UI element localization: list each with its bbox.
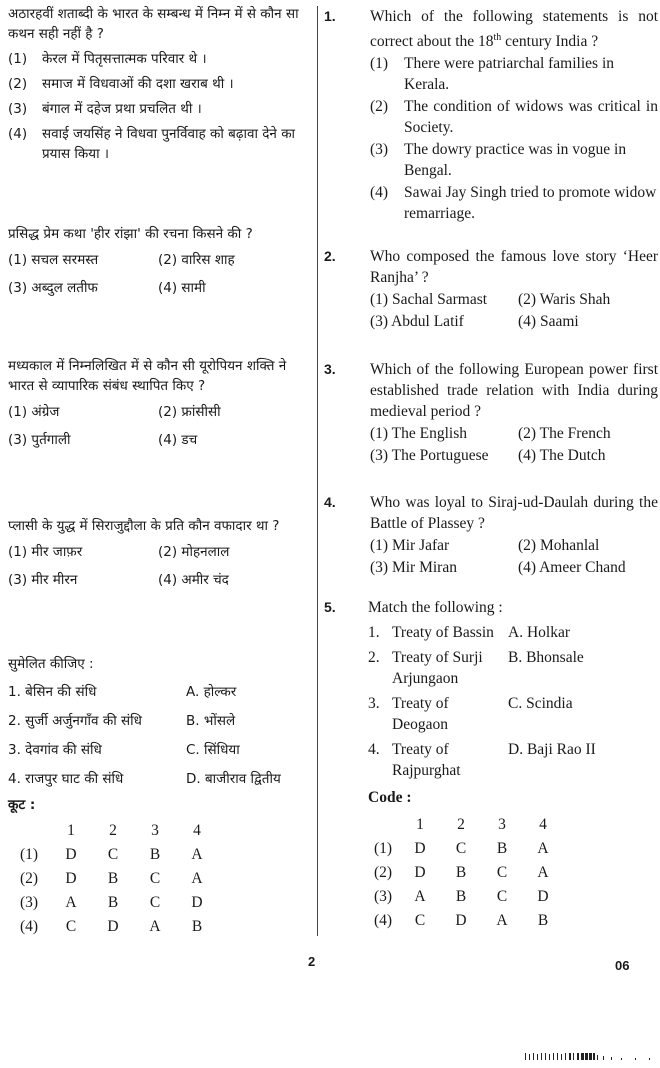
code-cell: A [537,863,549,881]
match-right-d: D. बाजीराव द्वितीय [186,771,281,787]
option-3: (3) Abdul Latif [370,313,464,330]
match-left-2: 2. सुर्जी अर्जुनगाँव की संधि [8,713,142,729]
option-2: (2) The French [518,425,611,442]
question-stem [370,6,658,52]
option-text: There were patriarchal families in Kerala. [404,55,614,94]
option-4: (4) अमीर चंद [158,572,229,588]
options-grid [8,402,308,450]
options-grid [370,289,658,332]
option-number: (1) [370,55,389,73]
code-cell: 3 [151,822,159,839]
match-right-c: C. सिंधिया [186,742,240,758]
code-row [368,884,562,908]
ordinal-suffix: th [493,32,502,43]
code-cell: A [191,846,203,863]
question-number: 5. [324,599,336,615]
code-row [8,915,218,939]
code-cell: C [414,911,426,929]
match-grid [368,622,658,781]
match-left-3: 3. देवगांव की संधि [8,742,102,758]
question-stem: सुमेलित कीजिए : [8,656,94,672]
option-4 [370,182,658,224]
code-cell: D [414,863,426,881]
options-grid [370,535,658,578]
option-text: The dowry practice was in vogue in Bengal. [404,141,627,180]
code-cell: B [455,887,467,905]
code-option-label: (4) [19,918,39,935]
question-number: 1. [324,8,336,24]
code-cell: B [191,918,203,935]
question-stem: मध्यकाल में निम्नलिखित में से कौन सी यूरोपियन शक्ति ने भारत से व्यापारिक संबंध स्थापित किए ? [8,358,287,394]
code-row [368,908,562,932]
item-number: 2. [368,649,380,666]
code-cell: 1 [416,815,424,833]
match-right-a: A. होल्कर [186,684,237,700]
hindi-question-3 [8,356,308,450]
code-row [368,860,562,884]
code-row [8,891,218,915]
code-cell: C [496,863,508,881]
hindi-question-2 [8,224,308,298]
match-right-b: B. भोंसले [186,713,236,729]
code-table [8,819,218,939]
options-grid [8,250,308,298]
hindi-question-1 [8,4,308,164]
option-1: (1) अंग्रेज [8,404,60,420]
item-number: 4. [368,741,380,758]
barcode-mark [525,1053,655,1060]
code-option-label: (1) [19,846,39,863]
english-question-3 [324,359,658,466]
english-question-1 [324,6,658,224]
code-cell: 2 [109,822,117,839]
page-number: 2 [308,954,316,969]
item-text: Treaty of Deogaon [392,695,449,733]
option-text: बंगाल में दहेज प्रथा प्रचलित थी । [42,101,202,117]
option-text: केरल में पितृसत्तात्मक परिवार थे । [42,51,207,67]
option-1: (1) Mir Jafar [370,537,450,554]
item-number: 3. [368,695,380,712]
code-cell: D [107,918,119,935]
stem-part: Which of the following statements is not correct about the 18 [370,8,658,51]
question-stem: Match the following : [368,599,503,616]
code-cell: A [191,870,203,887]
code-row [368,836,562,860]
code-label: कूट : [8,797,36,813]
option-number: (1) [8,51,28,67]
option-number: (2) [8,76,28,92]
hindi-question-5 [8,654,308,939]
option-2: (2) Waris Shah [518,291,611,308]
item-number: 1. [368,624,380,641]
option-4 [8,124,308,164]
code-cell: D [537,887,549,905]
item-text: Treaty of Bassin [392,624,494,641]
options-grid [370,423,658,466]
code-option-label [8,819,50,843]
code-cell: D [65,870,77,887]
question-stem: प्रसिद्ध प्रेम कथा 'हीर रांझा' की रचना किसने की ? [8,226,253,242]
match-left-4: 4. राजपुर घाट की संधि [8,771,124,787]
match-left-4 [368,739,508,781]
option-1 [8,49,308,69]
code-cell: C [149,894,161,911]
question-stem: Who composed the famous love story ‘Heer Ranjha’ ? [370,248,658,286]
code-cell: A [414,887,426,905]
code-cell: A [496,911,508,929]
code-cell: B [149,846,161,863]
code-table [368,812,562,932]
option-3: (3) मीर मीरन [8,572,78,588]
option-1: (1) सचल सरमस्त [8,252,99,268]
code-cell: D [455,911,467,929]
option-text: The condition of widows was critical in Society. [404,98,658,137]
code-cell: 4 [193,822,201,839]
question-stem: Which of the following European power first established trade relation with India during medieval period ? [370,361,658,420]
option-text: सवाई जयसिंह ने विधवा पुनर्विवाह को बढ़ावा देने का प्रयास किया । [42,126,296,162]
option-3: (3) Mir Miran [370,559,457,576]
code-row [8,843,218,867]
code-option-label: (2) [19,870,39,887]
code-cell: A [65,894,77,911]
option-2 [370,96,658,138]
option-4: (4) सामी [158,280,206,296]
option-2: (2) मोहनलाल [158,544,230,560]
code-option-label: (2) [373,863,393,881]
option-4: (4) Ameer Chand [518,559,626,576]
code-cell: A [149,918,161,935]
code-cell: C [496,887,508,905]
code-cell: C [455,839,467,857]
match-right-c: C. Scindia [508,695,573,712]
code-option-label: (1) [373,839,393,857]
option-4: (4) डच [158,432,198,448]
code-cell: 1 [67,822,75,839]
code-cell: C [107,846,119,863]
match-left-1 [368,622,508,643]
option-3: (3) अब्दुल लतीफ [8,280,98,296]
english-question-2 [324,246,658,332]
code-cell: B [455,863,467,881]
code-cell: D [191,894,203,911]
option-number: (4) [370,184,389,202]
option-1: (1) मीर जाफ़र [8,544,83,560]
match-right-d: D. Baji Rao II [508,741,596,758]
code-option-label: (3) [19,894,39,911]
option-4: (4) Saami [518,313,579,330]
code-cell: 3 [498,815,506,833]
hindi-question-4 [8,516,308,590]
option-3: (3) The Portuguese [370,447,489,464]
match-right-a: A. Holkar [508,624,570,641]
item-text: Treaty of Rajpurghat [392,741,461,779]
question-number: 4. [324,494,336,510]
match-grid [8,682,308,789]
option-2: (2) Mohanlal [518,537,600,554]
option-3 [370,139,658,181]
code-cell: B [496,839,508,857]
column-divider [317,6,318,936]
code-option-label: (3) [373,887,393,905]
option-4: (4) The Dutch [518,447,606,464]
code-cell: C [149,870,161,887]
english-question-4 [324,492,658,578]
code-cell: 2 [457,815,465,833]
match-left-1: 1. बेसिन की संधि [8,684,97,700]
code-header-row [8,819,218,843]
code-cell: B [107,894,119,911]
option-text: समाज में विधवाओं की दशा खराब थी । [42,76,234,92]
code-cell: B [107,870,119,887]
option-1: (1) The English [370,425,468,442]
question-number: 2. [324,248,336,264]
code-label: Code : [368,789,412,806]
stem-part: century India ? [501,33,599,51]
option-1 [370,53,658,95]
code-cell: B [537,911,549,929]
code-cell: D [65,846,77,863]
option-number: (3) [370,141,389,159]
code-cell: A [537,839,549,857]
code-row [8,867,218,891]
code-cell: C [65,918,77,935]
english-question-5 [324,597,658,932]
option-text: Sawai Jay Singh tried to promote widow remarriage. [404,184,657,223]
question-stem: अठारहवीं शताब्दी के भारत के सम्बन्ध में निम्न में से कौन सा कथन सही नहीं है ? [8,6,299,42]
question-stem: Who was loyal to Siraj-ud-Daulah during the Battle of Plassey ? [370,494,658,532]
option-number: (3) [8,101,28,117]
option-3 [8,99,308,119]
option-3: (3) पुर्तगाली [8,432,71,448]
question-stem: प्लासी के युद्ध में सिराजुद्दौला के प्रति कौन वफादार था ? [8,518,280,534]
option-2: (2) वारिस शाह [158,252,235,268]
code-header-row [368,812,562,836]
option-1: (1) Sachal Sarmast [370,291,488,308]
match-left-2 [368,647,508,689]
code-cell: 4 [539,815,547,833]
options-grid [8,542,308,590]
match-left-3 [368,693,508,735]
item-text: Treaty of Surji Arjungaon [392,649,483,687]
code-option-label: (4) [373,911,393,929]
option-number: (2) [370,98,389,116]
option-number: (4) [8,126,28,142]
code-option-label [368,812,398,836]
option-2 [8,74,308,94]
code-cell: D [414,839,426,857]
match-right-b: B. Bhonsale [508,649,584,666]
booklet-code: 06 [615,958,630,973]
option-2: (2) फ्रांसीसी [158,404,221,420]
question-number: 3. [324,361,336,377]
